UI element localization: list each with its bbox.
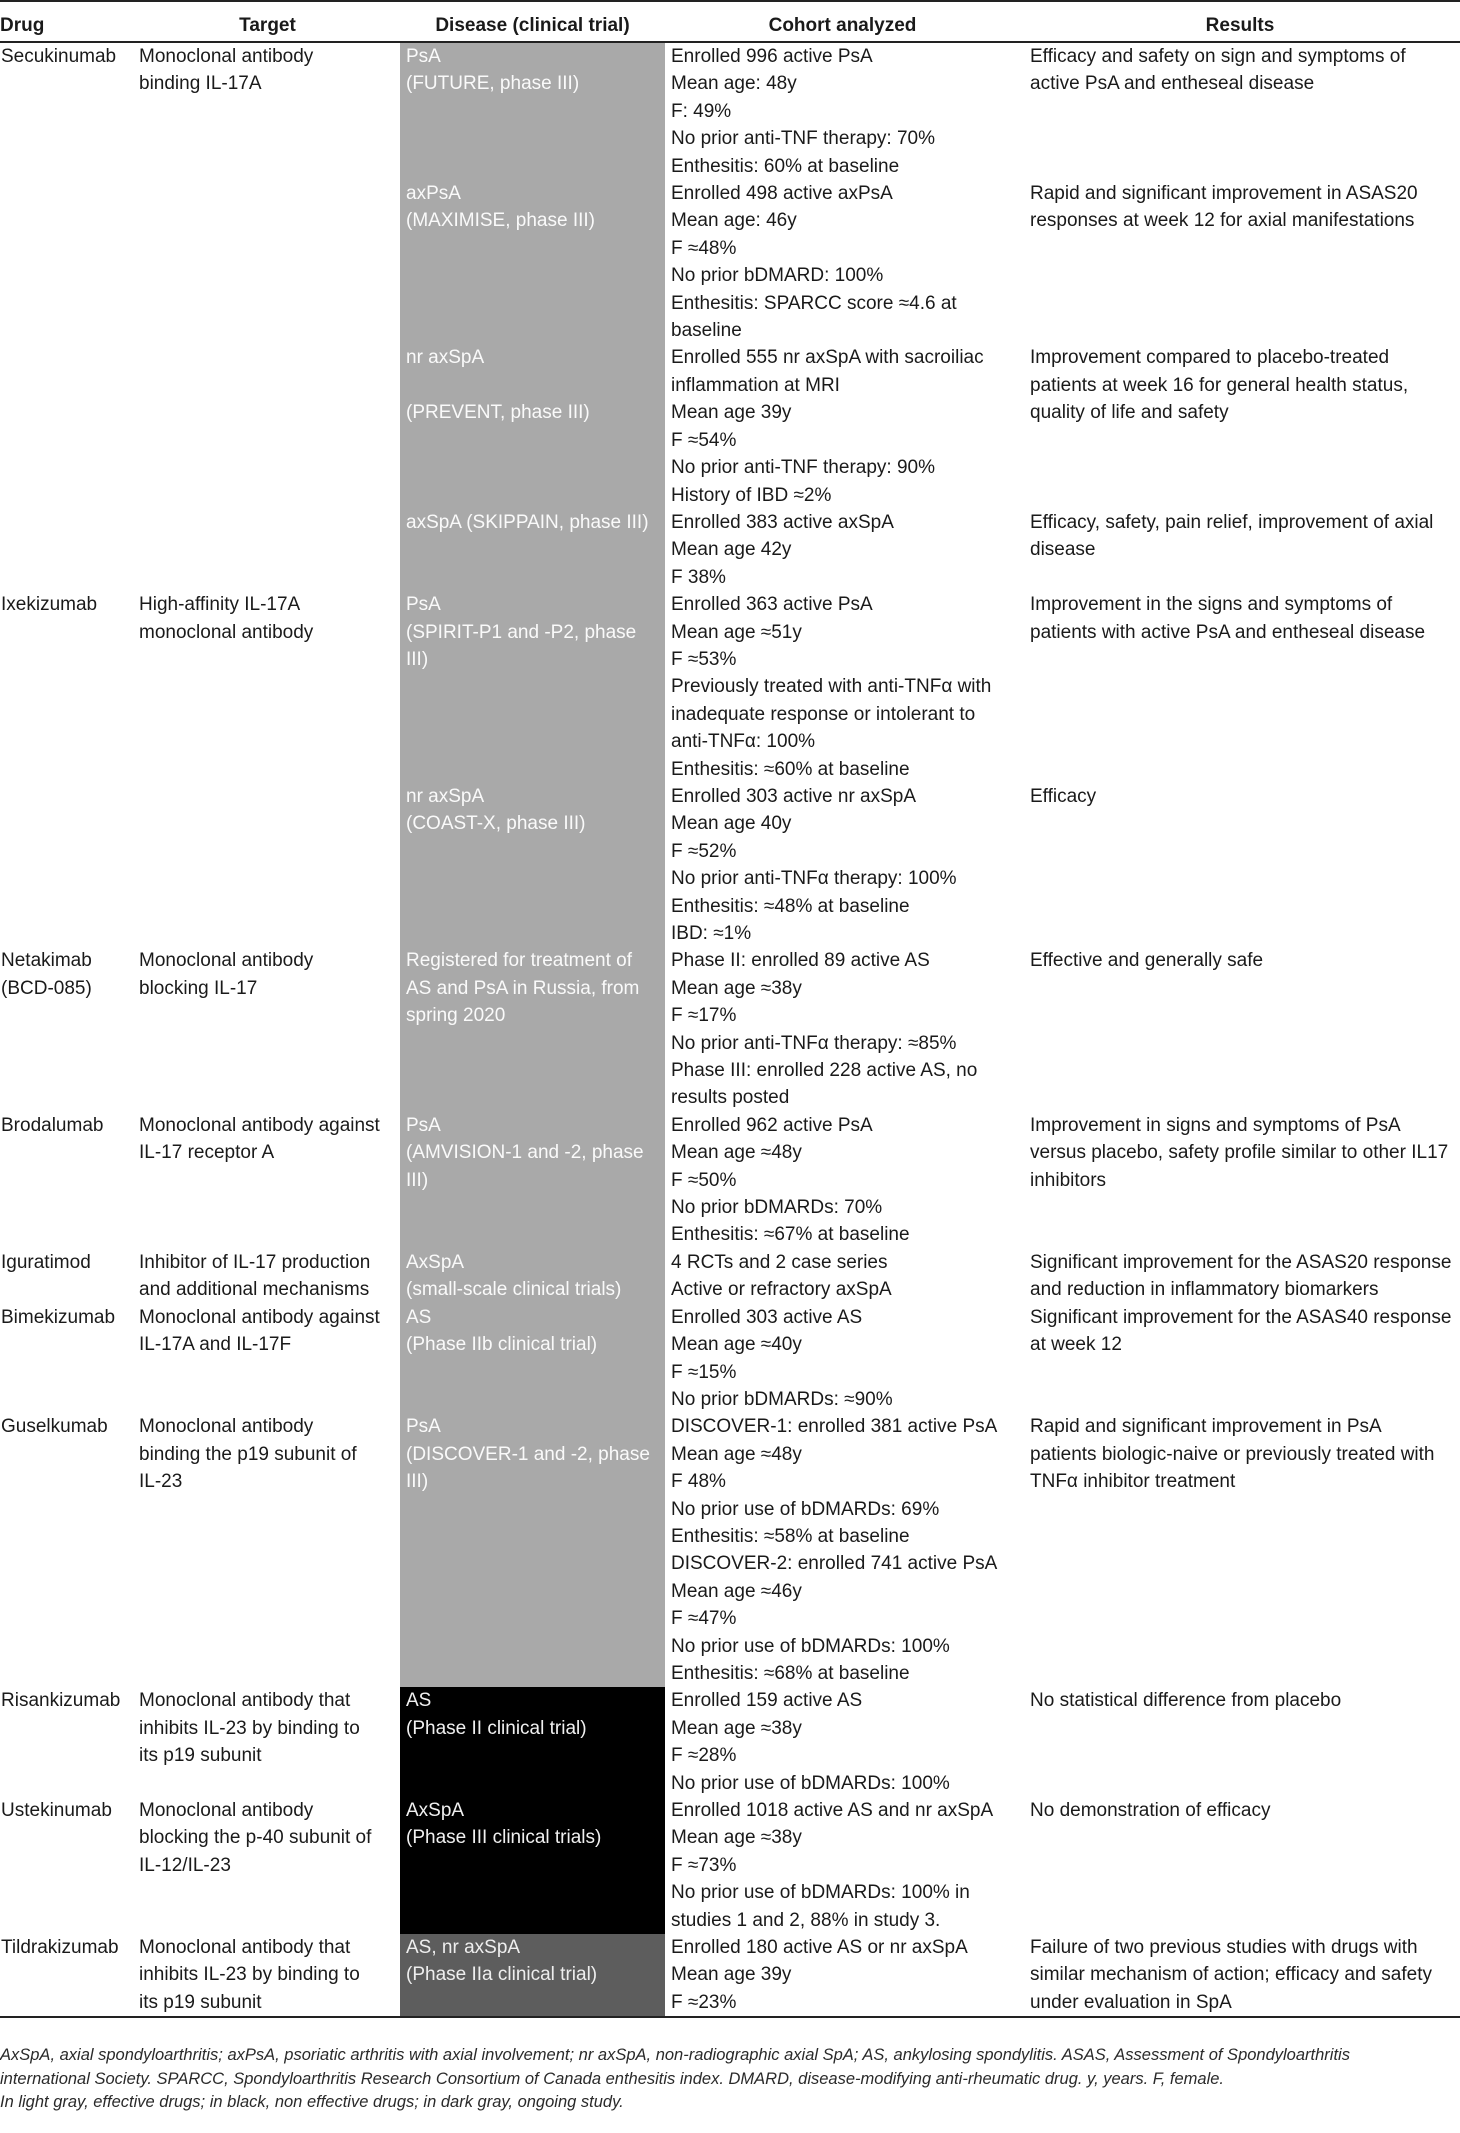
disease-text: AS (406, 1306, 432, 1328)
target-text: binding IL-17A (139, 73, 262, 95)
disease-text: PsA (406, 1416, 441, 1438)
cohort-text: Mean age: 46y (671, 210, 797, 232)
results-text: Significant improvement for the ASAS40 response (1030, 1306, 1452, 1328)
disease-cell (400, 783, 665, 947)
cohort-text: Enrolled 363 active PsA (671, 594, 873, 616)
cohort-text: studies 1 and 2, 88% in study 3. (671, 1909, 941, 1931)
target-cell (135, 783, 400, 947)
target-text: Inhibitor of IL-17 production (139, 1251, 371, 1273)
results-text: No demonstration of efficacy (1030, 1800, 1271, 1821)
results-text: Improvement compared to placebo-treated (1030, 347, 1390, 369)
target-cell (135, 42, 400, 180)
drug-text: Brodalumab (1, 1114, 104, 1136)
cohort-text: No prior use of bDMARDs: 100% (671, 1635, 950, 1657)
cohort-text: Mean age 42y (671, 539, 792, 561)
results-text: under evaluation in SpA (1030, 1991, 1232, 2013)
table-footnote (0, 2044, 1460, 2115)
target-cell (135, 509, 400, 591)
drug-text: Iguratimod (1, 1251, 91, 1273)
results-text: patients at week 16 for general health status, (1030, 374, 1409, 396)
table-row (0, 180, 1460, 344)
cohort-text: No prior anti-TNFα therapy: ≈85% (671, 1032, 957, 1054)
target-text: Monoclonal antibody (139, 950, 314, 972)
target-text: inhibits IL-23 by binding to (139, 1717, 360, 1739)
results-text: patients with active PsA and entheseal disease (1030, 621, 1426, 643)
results-text: Efficacy, safety, pain relief, improvement of axial (1030, 511, 1434, 533)
disease-cell (400, 1413, 665, 1687)
results-cell (1020, 509, 1460, 591)
drug-text: Tildrakizumab (1, 1937, 119, 1959)
cohort-text: inflammation at MRI (671, 374, 840, 396)
target-text: its p19 subunit (139, 1745, 262, 1767)
target-text: Monoclonal antibody that (139, 1937, 351, 1959)
results-text: disease (1030, 539, 1096, 561)
target-text: blocking the p-40 subunit of (139, 1827, 372, 1849)
disease-text: (AMVISION-1 and -2, phase (406, 1142, 644, 1164)
cohort-text: Enrolled 996 active PsA (671, 46, 873, 67)
cohort-text: baseline (671, 320, 742, 342)
disease-cell (400, 1249, 665, 1304)
target-cell (135, 1249, 400, 1304)
results-text: No statistical difference from placebo (1030, 1690, 1342, 1712)
column-header-disease: Disease (clinical trial) (400, 1, 665, 42)
disease-text: (MAXIMISE, phase III) (406, 210, 595, 232)
cohort-text: Enthesitis: 60% at baseline (671, 155, 900, 177)
drug-cell (0, 180, 135, 344)
cohort-text: Mean age 39y (671, 1964, 792, 1986)
drug-cell (0, 1249, 135, 1304)
cohort-cell (665, 1413, 1020, 1687)
cohort-text: F ≈17% (671, 1005, 737, 1027)
target-text: Monoclonal antibody against (139, 1306, 380, 1328)
drug-cell (0, 42, 135, 180)
cohort-text: F 38% (671, 566, 726, 588)
cohort-text: No prior bDMARD: 100% (671, 265, 884, 287)
cohort-text: Enrolled 555 nr axSpA with sacroiliac (671, 347, 984, 369)
target-cell (135, 1797, 400, 1934)
cohort-text: Enthesitis: ≈68% at baseline (671, 1662, 910, 1684)
drug-cell (0, 1934, 135, 2017)
results-text: Improvement in signs and symptoms of PsA (1030, 1114, 1401, 1136)
target-text: monoclonal antibody (139, 621, 314, 643)
cohort-cell (665, 1304, 1020, 1414)
disease-text: axPsA (406, 183, 461, 205)
drug-text: (BCD-085) (1, 977, 92, 999)
table-header (0, 1, 1460, 42)
target-cell (135, 344, 400, 508)
table-row (0, 1304, 1460, 1414)
cohort-text: Mean age ≈46y (671, 1580, 802, 1602)
cohort-cell (665, 1249, 1020, 1304)
target-text: Monoclonal antibody that (139, 1690, 351, 1712)
table-row (0, 1249, 1460, 1304)
table-row (0, 783, 1460, 947)
disease-text: (small-scale clinical trials) (406, 1279, 622, 1301)
cohort-text: F ≈28% (671, 1745, 737, 1767)
cohort-text: F ≈15% (671, 1361, 737, 1383)
target-text: its p19 subunit (139, 1991, 262, 2013)
target-text: Monoclonal antibody against (139, 1114, 380, 1136)
disease-text: (DISCOVER-1 and -2, phase (406, 1443, 650, 1465)
cohort-text: Enrolled 498 active axPsA (671, 183, 893, 205)
drug-cell (0, 1797, 135, 1934)
target-cell (135, 180, 400, 344)
cohort-text: Mean age ≈38y (671, 977, 802, 999)
cohort-cell (665, 1687, 1020, 1797)
drug-text: Ustekinumab (1, 1800, 112, 1821)
disease-cell (400, 947, 665, 1111)
cohort-cell (665, 1934, 1020, 2017)
disease-text: PsA (406, 594, 441, 616)
disease-text: nr axSpA (406, 785, 485, 807)
cohort-text: DISCOVER-1: enrolled 381 active PsA (671, 1416, 998, 1438)
footnote-line: In light gray, effective drugs; in black, non effective drugs; in dark gray, ongoing study. (0, 2093, 624, 2111)
cohort-text: F ≈50% (671, 1169, 737, 1191)
disease-text: III) (406, 1471, 429, 1493)
results-cell (1020, 1112, 1460, 1249)
cohort-cell (665, 947, 1020, 1111)
cohort-cell (665, 42, 1020, 180)
header-row (0, 1, 1460, 42)
table-row (0, 1934, 1460, 2017)
cohort-text: F ≈23% (671, 1991, 737, 2013)
results-text: TNFα inhibitor treatment (1030, 1471, 1236, 1493)
disease-text: AS, nr axSpA (406, 1937, 521, 1959)
disease-cell (400, 1112, 665, 1249)
results-cell (1020, 1304, 1460, 1414)
results-text: at week 12 (1030, 1334, 1122, 1356)
disease-text: (Phase IIa clinical trial) (406, 1964, 598, 1986)
results-text: inhibitors (1030, 1169, 1107, 1191)
table-row (0, 591, 1460, 783)
results-cell (1020, 344, 1460, 508)
results-text: Rapid and significant improvement in PsA (1030, 1416, 1382, 1438)
results-cell (1020, 42, 1460, 180)
disease-text: (FUTURE, phase III) (406, 73, 580, 95)
cohort-cell (665, 344, 1020, 508)
results-text: Efficacy (1030, 785, 1097, 807)
footnote-line: AxSpA, axial spondyloarthritis; axPsA, psoriatic arthritis with axial involvement; nr axSpA, non-radiographic axial SpA; AS, ankylosing spondylitis. ASAS, Assessment of Spondyloarthritis (0, 2046, 1350, 2064)
cohort-text: No prior anti-TNF therapy: 90% (671, 457, 935, 479)
results-cell (1020, 180, 1460, 344)
results-cell (1020, 783, 1460, 947)
drug-cell (0, 783, 135, 947)
drug-text: Guselkumab (1, 1416, 108, 1438)
cohort-cell (665, 1797, 1020, 1934)
results-text: responses at week 12 for axial manifestations (1030, 210, 1415, 232)
disease-cell (400, 344, 665, 508)
results-text: patients biologic-naive or previously treated with (1030, 1443, 1435, 1465)
results-text: similar mechanism of action; efficacy and safety (1030, 1964, 1432, 1986)
results-cell (1020, 1249, 1460, 1304)
disease-cell (400, 1797, 665, 1934)
cohort-text: Mean age 40y (671, 813, 792, 835)
cohort-text: Mean age ≈48y (671, 1142, 802, 1164)
results-text: versus placebo, safety profile similar to other IL17 (1030, 1142, 1449, 1164)
cohort-text: History of IBD ≈2% (671, 484, 832, 506)
target-text: Monoclonal antibody (139, 46, 314, 67)
disease-text (406, 372, 663, 399)
table-row (0, 1797, 1460, 1934)
disease-text: AxSpA (406, 1251, 465, 1273)
drug-text: Risankizumab (1, 1690, 121, 1712)
target-cell (135, 1687, 400, 1797)
drug-text: Secukinumab (1, 46, 117, 67)
target-cell (135, 591, 400, 783)
cohort-text: Enthesitis: ≈48% at baseline (671, 895, 910, 917)
disease-cell (400, 509, 665, 591)
cohort-cell (665, 1112, 1020, 1249)
cohort-text: No prior anti-TNF therapy: 70% (671, 128, 935, 150)
disease-text: (COAST-X, phase III) (406, 813, 586, 835)
table-row (0, 344, 1460, 508)
drug-cell (0, 1112, 135, 1249)
drug-cell (0, 344, 135, 508)
disease-text: (Phase III clinical trials) (406, 1827, 602, 1849)
results-cell (1020, 1687, 1460, 1797)
disease-text: (SPIRIT-P1 and -P2, phase (406, 621, 637, 643)
results-text: Rapid and significant improvement in ASAS20 (1030, 183, 1418, 205)
cohort-text: Enrolled 303 active nr axSpA (671, 785, 917, 807)
target-text: inhibits IL-23 by binding to (139, 1964, 360, 1986)
target-text: IL-17A and IL-17F (139, 1334, 292, 1356)
disease-text: axSpA (SKIPPAIN, phase III) (406, 511, 649, 533)
cohort-text: F ≈54% (671, 429, 737, 451)
disease-cell (400, 1304, 665, 1414)
disease-text: PsA (406, 46, 441, 67)
disease-text: AS and PsA in Russia, from (406, 977, 640, 999)
drug-cell (0, 591, 135, 783)
footnote-line: international Society. SPARCC, Spondyloarthritis Research Consortium of Canada enthesitis index. DMARD, disease-modifying anti-rheumatic drug. y, years. F, female. (0, 2069, 1224, 2088)
cohort-text: Mean age ≈40y (671, 1334, 802, 1356)
results-text: quality of life and safety (1030, 402, 1229, 424)
target-text: and additional mechanisms (139, 1279, 370, 1301)
cohort-text: F: 49% (671, 100, 732, 122)
cohort-text: F 48% (671, 1471, 726, 1493)
cohort-text: Mean age ≈51y (671, 621, 802, 643)
target-cell (135, 947, 400, 1111)
disease-text: nr axSpA (406, 347, 485, 369)
results-cell (1020, 591, 1460, 783)
drug-cell (0, 1413, 135, 1687)
cohort-text: Enrolled 303 active AS (671, 1306, 863, 1328)
results-text: Effective and generally safe (1030, 950, 1264, 972)
cohort-cell (665, 591, 1020, 783)
target-text: IL-12/IL-23 (139, 1854, 231, 1876)
cohort-cell (665, 783, 1020, 947)
table-body (0, 42, 1460, 2017)
table-row (0, 1413, 1460, 1687)
cohort-cell (665, 509, 1020, 591)
drug-cell (0, 509, 135, 591)
disease-text: AxSpA (406, 1800, 465, 1821)
target-text: IL-17 receptor A (139, 1142, 275, 1164)
cohort-text: results posted (671, 1087, 790, 1109)
results-text: Significant improvement for the ASAS20 response (1030, 1251, 1452, 1273)
disease-text: PsA (406, 1114, 441, 1136)
results-text: Failure of two previous studies with drugs with (1030, 1937, 1418, 1959)
disease-text: Registered for treatment of (406, 950, 632, 972)
disease-cell (400, 180, 665, 344)
cohort-text: F ≈53% (671, 648, 737, 670)
target-text: High-affinity IL-17A (139, 594, 301, 616)
cohort-text: Previously treated with anti-TNFα with (671, 676, 992, 698)
target-cell (135, 1934, 400, 2017)
disease-text: spring 2020 (406, 1005, 506, 1027)
cohort-text: No prior use of bDMARDs: 100% in (671, 1882, 970, 1904)
table-row (0, 1112, 1460, 1249)
disease-cell (400, 1687, 665, 1797)
table-row (0, 509, 1460, 591)
disease-text: III) (406, 1169, 429, 1191)
results-text: Efficacy and safety on sign and symptoms of (1030, 46, 1406, 67)
cohort-text: Mean age ≈38y (671, 1717, 802, 1739)
cohort-text: Phase III: enrolled 228 active AS, no (671, 1060, 978, 1082)
cohort-text: F ≈52% (671, 840, 737, 862)
column-header-cohort: Cohort analyzed (665, 1, 1020, 42)
drug-text: Netakimab (1, 950, 92, 972)
cohort-text: Enthesitis: SPARCC score ≈4.6 at (671, 292, 957, 314)
cohort-text: anti-TNFα: 100% (671, 731, 816, 753)
disease-text: AS (406, 1690, 432, 1712)
target-text: blocking IL-17 (139, 977, 258, 999)
cohort-cell (665, 180, 1020, 344)
cohort-text: Mean age ≈48y (671, 1443, 802, 1465)
table-row (0, 1687, 1460, 1797)
cohort-text: No prior bDMARDs: 70% (671, 1197, 883, 1219)
target-cell (135, 1304, 400, 1414)
cohort-text: 4 RCTs and 2 case series (671, 1251, 888, 1273)
cohort-text: Enrolled 962 active PsA (671, 1114, 873, 1136)
cohort-text: Enrolled 180 active AS or nr axSpA (671, 1937, 968, 1959)
disease-text: (Phase II clinical trial) (406, 1717, 587, 1739)
cohort-text: IBD: ≈1% (671, 923, 752, 944)
disease-cell (400, 1934, 665, 2017)
disease-cell (400, 42, 665, 180)
drug-text: Bimekizumab (1, 1306, 116, 1328)
results-cell (1020, 1934, 1460, 2017)
disease-text: (PREVENT, phase III) (406, 402, 590, 424)
results-text: Improvement in the signs and symptoms of (1030, 594, 1393, 616)
drug-cell (0, 1304, 135, 1414)
target-cell (135, 1413, 400, 1687)
results-text: and reduction in inflammatory biomarkers (1030, 1279, 1379, 1301)
target-text: Monoclonal antibody (139, 1800, 314, 1821)
disease-text: III) (406, 648, 429, 670)
cohort-text: F ≈73% (671, 1854, 737, 1876)
cohort-text: Enthesitis: ≈67% at baseline (671, 1224, 910, 1246)
cohort-text: Enrolled 159 active AS (671, 1690, 863, 1712)
results-cell (1020, 947, 1460, 1111)
column-header-drug: Drug (0, 1, 135, 42)
cohort-text: Enthesitis: ≈60% at baseline (671, 758, 910, 780)
cohort-text: Enrolled 1018 active AS and nr axSpA (671, 1800, 994, 1821)
cohort-text: Phase II: enrolled 89 active AS (671, 950, 930, 972)
drug-cell (0, 1687, 135, 1797)
cohort-text: F ≈47% (671, 1608, 737, 1630)
cohort-text: Enthesitis: ≈58% at baseline (671, 1525, 910, 1547)
cohort-text: inadequate response or intolerant to (671, 703, 976, 725)
cohort-text: No prior use of bDMARDs: 100% (671, 1772, 950, 1794)
results-text: active PsA and entheseal disease (1030, 73, 1315, 95)
cohort-text: Mean age ≈38y (671, 1827, 802, 1849)
cohort-text: No prior anti-TNFα therapy: 100% (671, 868, 957, 890)
table-row (0, 947, 1460, 1111)
cohort-text: Mean age: 48y (671, 73, 797, 95)
disease-cell (400, 591, 665, 783)
target-text: Monoclonal antibody (139, 1416, 314, 1438)
column-header-target: Target (135, 1, 400, 42)
cohort-text: No prior bDMARDs: ≈90% (671, 1388, 893, 1410)
disease-text: (Phase IIb clinical trial) (406, 1334, 598, 1356)
drug-cell (0, 947, 135, 1111)
results-cell (1020, 1797, 1460, 1934)
drug-text: Ixekizumab (1, 594, 98, 616)
cohort-text: No prior use of bDMARDs: 69% (671, 1498, 940, 1520)
target-cell (135, 1112, 400, 1249)
cohort-text: F ≈48% (671, 237, 737, 259)
cohort-text: DISCOVER-2: enrolled 741 active PsA (671, 1553, 998, 1575)
cohort-text: Mean age 39y (671, 402, 792, 424)
target-text: IL-23 (139, 1471, 183, 1493)
results-cell (1020, 1413, 1460, 1687)
target-text: binding the p19 subunit of (139, 1443, 357, 1465)
column-header-results: Results (1020, 1, 1460, 42)
cohort-text: Active or refractory axSpA (671, 1279, 892, 1301)
cohort-text: Enrolled 383 active axSpA (671, 511, 894, 533)
table-row (0, 42, 1460, 180)
